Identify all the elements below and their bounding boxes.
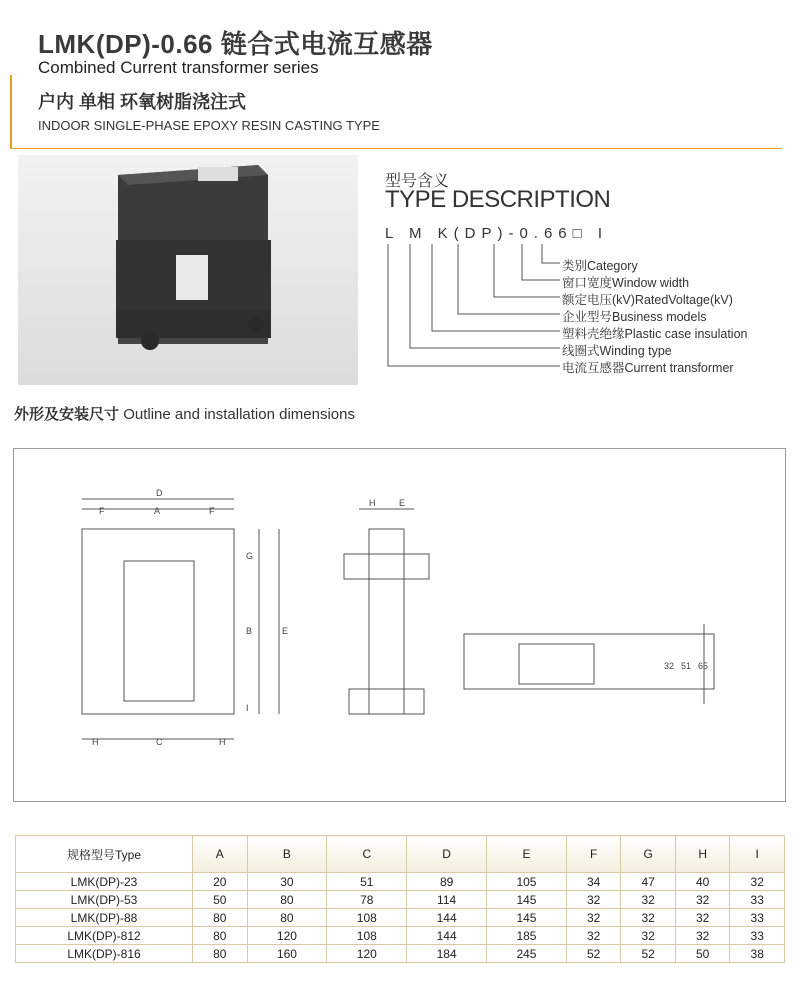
dim-label: I <box>246 703 249 713</box>
section-title <box>14 403 355 424</box>
table-cell: 33 <box>730 891 785 909</box>
table-row <box>16 945 785 963</box>
table-cell: 78 <box>327 891 407 909</box>
table-cell: 108 <box>327 927 407 945</box>
type-desc-item: 线圈式Winding type <box>562 344 672 358</box>
table-cell: 144 <box>407 927 487 945</box>
table-cell: 145 <box>487 909 567 927</box>
table-cell: 32 <box>566 891 621 909</box>
dim-label: H <box>92 737 99 747</box>
table-header: 规格型号Type <box>16 836 193 873</box>
type-desc-title-en: TYPE DESCRIPTION <box>385 186 611 213</box>
table-header: A <box>193 836 248 873</box>
subtitle-en2: INDOOR SINGLE-PHASE EPOXY RESIN CASTING TYPE <box>38 118 380 133</box>
dimension-drawing <box>13 448 786 802</box>
header-accent-vline <box>10 75 12 149</box>
type-desc-item: 电流互感器Current transformer <box>562 361 734 375</box>
subtitle-cn: 户内 单相 环氧树脂浇注式 <box>38 92 247 112</box>
table-header: H <box>675 836 730 873</box>
table-cell: 33 <box>730 909 785 927</box>
table-cell: 32 <box>621 927 676 945</box>
dim-label: H <box>219 737 226 747</box>
table-cell: LMK(DP)-816 <box>16 945 193 963</box>
table-row <box>16 891 785 909</box>
table-cell: 80 <box>193 945 248 963</box>
type-desc-item: 企业型号Business models <box>562 310 707 324</box>
transformer-image <box>18 155 358 385</box>
spec-table <box>15 835 785 963</box>
type-desc-title-cn: 型号含义 <box>385 173 450 190</box>
subtitle-en: Combined Current transformer series <box>38 58 319 77</box>
table-header: E <box>487 836 567 873</box>
section-title-cn: 外形及安装尺寸 <box>14 406 120 423</box>
table-cell: 114 <box>407 891 487 909</box>
table-cell: 105 <box>487 873 567 891</box>
table-cell: 120 <box>327 945 407 963</box>
dim-label: H <box>369 498 376 508</box>
table-row <box>16 927 785 945</box>
table-cell: 184 <box>407 945 487 963</box>
table-cell: 32 <box>621 909 676 927</box>
table-cell: 32 <box>730 873 785 891</box>
table-header: B <box>247 836 327 873</box>
table-cell: 32 <box>566 909 621 927</box>
dim-label: B <box>246 626 253 636</box>
table-cell: 89 <box>407 873 487 891</box>
table-cell: 52 <box>621 945 676 963</box>
type-desc-item: 窗口宽度Window width <box>562 276 690 290</box>
table-cell: 245 <box>487 945 567 963</box>
table-cell: 20 <box>193 873 248 891</box>
table-cell: 80 <box>193 909 248 927</box>
dim-label: 51 <box>681 661 692 671</box>
table-header: F <box>566 836 621 873</box>
table-cell: 80 <box>247 891 327 909</box>
table-cell: 32 <box>675 891 730 909</box>
table-cell: 80 <box>247 909 327 927</box>
table-cell: 108 <box>327 909 407 927</box>
table-cell: LMK(DP)-23 <box>16 873 193 891</box>
header-accent-line <box>10 148 782 149</box>
table-cell: LMK(DP)-53 <box>16 891 193 909</box>
table-cell: 30 <box>247 873 327 891</box>
dim-label: G <box>246 551 254 561</box>
table-cell: 120 <box>247 927 327 945</box>
table-cell: 80 <box>193 927 248 945</box>
table-cell: 50 <box>193 891 248 909</box>
table-cell: 47 <box>621 873 676 891</box>
table-cell: 38 <box>730 945 785 963</box>
dim-label: F <box>99 506 105 516</box>
type-code: L M K(DP)-0.66□ I <box>385 225 609 242</box>
table-cell: 51 <box>327 873 407 891</box>
table-header: D <box>407 836 487 873</box>
table-cell: 33 <box>730 927 785 945</box>
table-header: G <box>621 836 676 873</box>
table-row <box>16 873 785 891</box>
type-desc-item: 额定电压(kV)RatedVoltage(kV) <box>562 293 733 307</box>
table-cell: 40 <box>675 873 730 891</box>
dim-label: 32 <box>664 661 675 671</box>
table-cell: 32 <box>621 891 676 909</box>
type-desc-item: 类别Category <box>562 259 638 273</box>
page-title: LMK(DP)-0.66 链合式电流互感器 <box>38 29 433 59</box>
type-code-leaders <box>380 240 580 380</box>
table-header: I <box>730 836 785 873</box>
table-cell: 160 <box>247 945 327 963</box>
type-desc-item: 塑料壳绝缘Plastic case insulation <box>562 327 748 341</box>
dim-label: E <box>282 626 289 636</box>
table-cell: 32 <box>675 909 730 927</box>
table-cell: 145 <box>487 891 567 909</box>
section-title-en: Outline and installation dimensions <box>123 406 355 423</box>
table-cell: 185 <box>487 927 567 945</box>
table-cell: 32 <box>675 927 730 945</box>
dim-label: D <box>156 488 163 498</box>
dim-label: 65 <box>698 661 709 671</box>
dim-label: E <box>399 498 406 508</box>
table-cell: 144 <box>407 909 487 927</box>
table-header: C <box>327 836 407 873</box>
dim-label: F <box>209 506 215 516</box>
table-row <box>16 909 785 927</box>
table-cell: 50 <box>675 945 730 963</box>
table-cell: LMK(DP)-812 <box>16 927 193 945</box>
product-photo <box>18 155 358 385</box>
table-cell: 52 <box>566 945 621 963</box>
dimension-svg <box>14 449 785 801</box>
dim-label: A <box>154 506 161 516</box>
dim-label: C <box>156 737 163 747</box>
table-cell: 32 <box>566 927 621 945</box>
table-cell: LMK(DP)-88 <box>16 909 193 927</box>
table-cell: 34 <box>566 873 621 891</box>
table-header-row <box>16 836 785 873</box>
